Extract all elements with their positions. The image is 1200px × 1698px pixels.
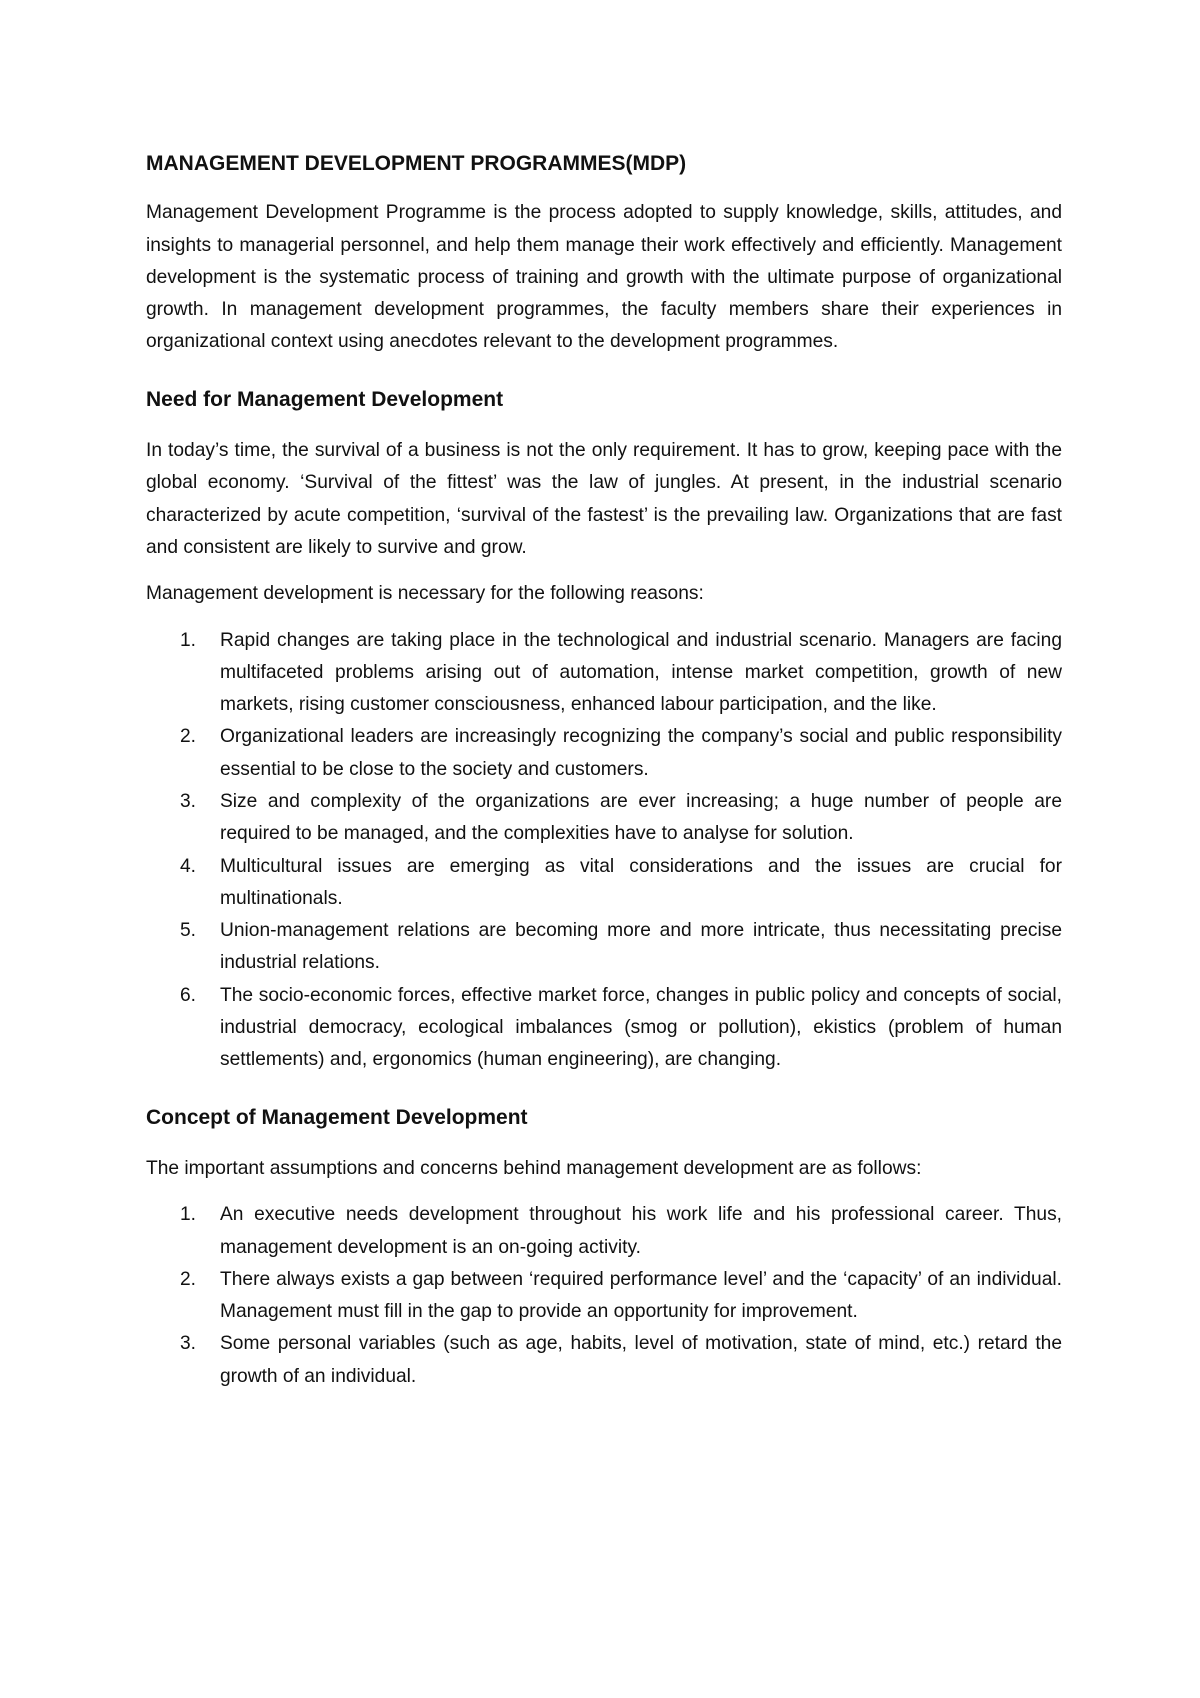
concept-list-intro: The important assumptions and concerns behind management development are as follows: xyxy=(146,1157,922,1179)
list-item-number: 5. xyxy=(180,920,197,942)
list-item-number: 1. xyxy=(180,1204,197,1226)
concept-assumptions-list xyxy=(146,1199,1062,1393)
list-item-text: Multicultural issues are emerging as vital considerations and the issues are crucial for multinationals. xyxy=(220,855,1062,909)
list-item-number: 4. xyxy=(180,855,197,877)
list-item xyxy=(146,625,1062,722)
list-item xyxy=(146,1264,1062,1329)
intro-paragraph: Management Development Programme is the process adopted to supply knowledge, skills, attitudes, and insights to managerial personnel, and help them manage their work effectively and efficiently. Management development is the systematic process of training and growth with the ultimate purpose of organizational growth. In management development programmes, the faculty members share their experiences in organizational context using anecdotes relevant to the development programmes. xyxy=(146,202,1062,353)
list-item xyxy=(146,980,1062,1077)
list-item-text: An executive needs development throughout his work life and his professional career. Thus, management development is an on-going activity. xyxy=(220,1204,1062,1258)
list-item xyxy=(146,721,1062,786)
list-item-number: 3. xyxy=(180,791,197,812)
need-reasons-list xyxy=(146,625,1062,1077)
list-item xyxy=(146,1328,1062,1393)
document-title: MANAGEMENT DEVELOPMENT PROGRAMMES(MDP) xyxy=(146,152,687,175)
list-item-text: Size and complexity of the organizations are ever increasing; a huge number of people are required to be managed, and the complexities have to analyse for solution. xyxy=(220,791,1062,845)
list-item-text: There always exists a gap between ‘required performance level’ and the ‘capacity’ of an individual. Management must fill in the gap to provide an opportunity for improvement. xyxy=(220,1268,1062,1323)
list-item-number: 3. xyxy=(180,1333,197,1355)
need-list-intro: Management development is necessary for the following reasons: xyxy=(146,583,704,605)
list-item-number: 2. xyxy=(180,1268,197,1290)
list-item-text: Union-management relations are becoming more and more intricate, thus necessitating precise industrial relations. xyxy=(220,920,1062,974)
document-page xyxy=(146,150,1062,1393)
need-section-heading: Need for Management Development xyxy=(146,387,504,411)
concept-section-heading: Concept of Management Development xyxy=(146,1105,528,1129)
need-section-paragraph: In today’s time, the survival of a business is not the only requirement. It has to grow, keeping pace with the global economy. ‘Survival of the fittest’ was the law of jungles. At present, in the industrial scenario characterized by acute competition, ‘survival of the fastest’ is the prevailing law. Organizations that are fast and consistent are likely to survive and grow. xyxy=(146,440,1062,558)
list-item-number: 2. xyxy=(180,726,197,748)
list-item xyxy=(146,851,1062,916)
list-item xyxy=(146,786,1062,851)
list-item-text: Organizational leaders are increasingly recognizing the company’s social and public responsibility essential to be close to the society and customers. xyxy=(220,726,1062,780)
list-item-text: Rapid changes are taking place in the technological and industrial scenario. Managers are facing multifaceted problems arising out of automation, intense market competition, growth of new markets, rising customer consciousness, enhanced labour participation, and the like. xyxy=(220,629,1062,716)
list-item-text: The socio-economic forces, effective market force, changes in public policy and concepts of social, industrial democracy, ecological imbalances (smog or pollution), ekistics (problem of human settlements) and, ergonomics (human engineering), are changing. xyxy=(220,984,1062,1071)
list-item-number: 1. xyxy=(180,629,197,651)
list-item xyxy=(146,915,1062,980)
list-item-number: 6. xyxy=(180,984,197,1006)
list-item-text: Some personal variables (such as age, habits, level of motivation, state of mind, etc.) retard the growth of an individual. xyxy=(220,1333,1062,1387)
list-item xyxy=(146,1199,1062,1264)
